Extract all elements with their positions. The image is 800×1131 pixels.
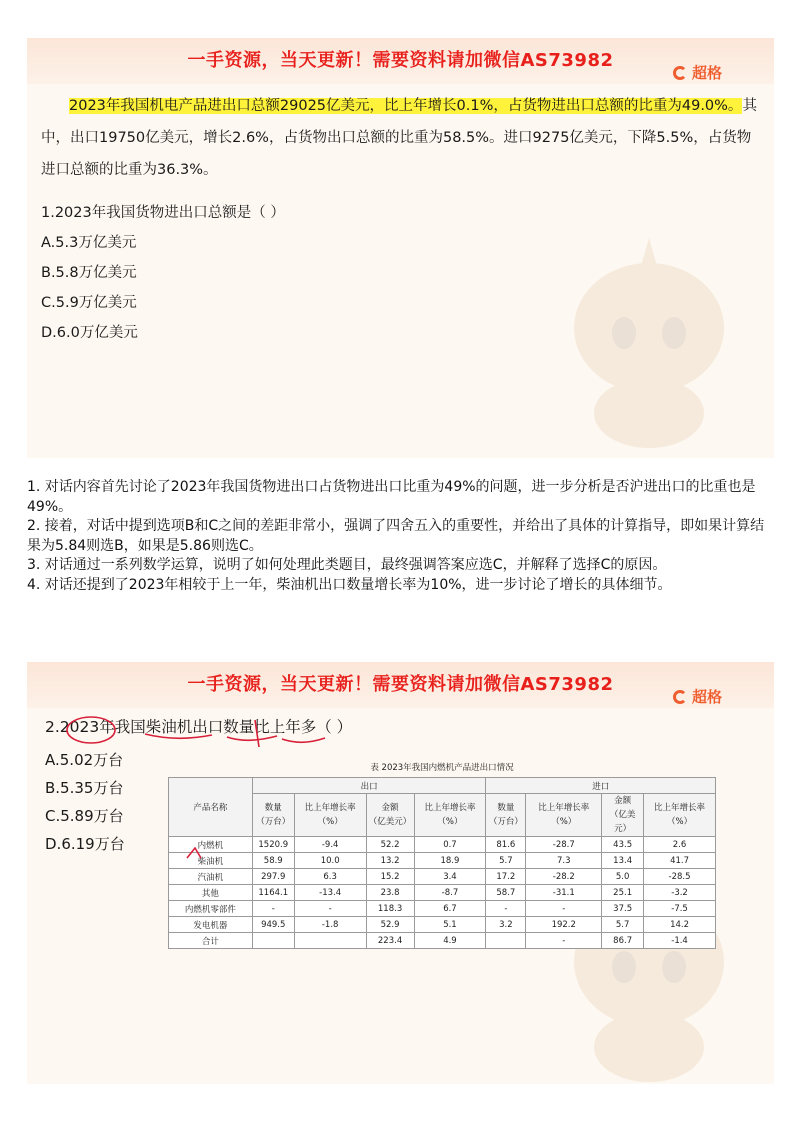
table-cell: 5.7 [486, 853, 526, 869]
table-cell: -13.4 [294, 885, 366, 901]
row-label: 内燃机零部件 [169, 901, 253, 917]
slide-1 [27, 38, 774, 458]
table-row [169, 933, 716, 949]
table-cell: 52.9 [366, 917, 414, 933]
table-cell: 58.7 [486, 885, 526, 901]
table-cell: 25.1 [602, 885, 644, 901]
summary-item: 3. 对话通过一系列数学运算，说明了如何处理此类题目，最终强调答案应选C，并解释了选择C的原因。 [27, 557, 667, 573]
table-cell: 0.7 [414, 837, 486, 853]
data-table-wrapper [168, 761, 716, 949]
question-1-stem: 1.2023年我国货物进出口总额是（ ） [41, 205, 285, 221]
table-cell: 37.5 [602, 901, 644, 917]
discussion-summary [27, 478, 775, 595]
table-row [169, 901, 716, 917]
table-cell: 1520.9 [252, 837, 294, 853]
table-row [169, 869, 716, 885]
col-sub-header: 比上年增长率 （%） [644, 794, 716, 837]
table-cell: 949.5 [252, 917, 294, 933]
table-cell: - [252, 901, 294, 917]
table-cell: - [526, 933, 602, 949]
question-2-options [45, 746, 125, 858]
col-sub-header: 金额 （亿美元） [366, 794, 414, 837]
table-cell: - [526, 901, 602, 917]
passage-highlight: 2023年我国机电产品进出口总额29025亿美元，比上年增长0.1%，占货物进出口总额的比重为49.0%。 [69, 98, 743, 114]
table-cell: -28.7 [526, 837, 602, 853]
table-cell: 86.7 [602, 933, 644, 949]
table-cell: -28.2 [526, 869, 602, 885]
table-cell: 118.3 [366, 901, 414, 917]
table-cell: 17.2 [486, 869, 526, 885]
table-cell: 5.1 [414, 917, 486, 933]
col-sub-header: 比上年增长率 （%） [526, 794, 602, 837]
table-cell [294, 933, 366, 949]
table-cell: 223.4 [366, 933, 414, 949]
promo-banner: 一手资源，当天更新！需要资料请加微信AS73982 [187, 50, 614, 71]
table-cell: 58.9 [252, 853, 294, 869]
table-cell: 43.5 [602, 837, 644, 853]
table-row [169, 837, 716, 853]
table-cell: 192.2 [526, 917, 602, 933]
col-sub-header: 金额 （亿美元） [602, 794, 644, 837]
brand-logo [673, 686, 722, 707]
option-a: A.5.3万亿美元 [41, 235, 137, 251]
col-sub-header: 数量 （万台） [486, 794, 526, 837]
passage [41, 90, 761, 186]
table-cell: 13.2 [366, 853, 414, 869]
table-cell: 7.3 [526, 853, 602, 869]
brand-logo [673, 62, 722, 83]
table-cell: -1.8 [294, 917, 366, 933]
slide-2 [27, 662, 774, 1084]
table-cell [486, 933, 526, 949]
table-cell: -1.4 [644, 933, 716, 949]
table-cell: 1164.1 [252, 885, 294, 901]
table-cell: 15.2 [366, 869, 414, 885]
option-d: D.6.19万台 [45, 835, 125, 853]
table-cell: 297.9 [252, 869, 294, 885]
table-row [169, 853, 716, 869]
table-caption: 表 2023年我国内燃机产品进出口情况 [370, 763, 514, 773]
table-cell: - [486, 901, 526, 917]
table-cell: 6.3 [294, 869, 366, 885]
table-cell: -8.7 [414, 885, 486, 901]
table-body [169, 837, 716, 949]
table-cell: 10.0 [294, 853, 366, 869]
logo-text: 超格 [691, 64, 722, 82]
table-row [169, 885, 716, 901]
table-cell: 14.2 [644, 917, 716, 933]
summary-item: 4. 对话还提到了2023年相较于上一年，柴油机出口数量增长率为10%，进一步讨论了增长的具体细节。 [27, 576, 672, 593]
table-cell [252, 933, 294, 949]
table-cell: 2.6 [644, 837, 716, 853]
passage-text: 其中，出口19750亿美元，增长2.6%，占货物出口总额的比重为58.5%。进口9275亿美元，下降5.5%，占货物进口总额的比重为36.3%。 [41, 98, 757, 178]
option-c: C.5.89万台 [45, 807, 124, 825]
table-cell: 81.6 [486, 837, 526, 853]
table-row [169, 917, 716, 933]
option-c: C.5.9万亿美元 [41, 295, 137, 311]
col-header-name: 产品名称 [169, 778, 253, 837]
table-cell: -3.2 [644, 885, 716, 901]
logo-icon [673, 690, 687, 704]
summary-item: 1. 对话内容首先讨论了2023年我国货物进出口占货物进出口比重为49%的问题，进一步分析是否沪进出口的比重也是49%。 [27, 479, 756, 515]
table-cell: 52.2 [366, 837, 414, 853]
promo-banner: 一手资源，当天更新！需要资料请加微信AS73982 [187, 674, 614, 695]
option-b: B.5.35万台 [45, 779, 124, 797]
table-cell: 13.4 [602, 853, 644, 869]
table-cell: -7.5 [644, 901, 716, 917]
logo-text: 超格 [691, 688, 722, 706]
col-group-export: 出口 [252, 778, 486, 794]
table-cell: 23.8 [366, 885, 414, 901]
col-group-import: 进口 [486, 778, 716, 794]
question-2-stem: 2.2023年我国柴油机出口数量比上年多（ ） [45, 718, 353, 736]
row-label: 发电机器 [169, 917, 253, 933]
table-cell: 3.4 [414, 869, 486, 885]
option-b: B.5.8万亿美元 [41, 265, 137, 281]
table-cell: 4.9 [414, 933, 486, 949]
col-sub-header: 比上年增长率 （%） [414, 794, 486, 837]
option-d: D.6.0万亿美元 [41, 325, 138, 341]
question-1 [41, 198, 285, 348]
row-label: 柴油机 [169, 853, 253, 869]
mascot-icon [554, 218, 744, 448]
col-sub-header: 数量 （万台） [252, 794, 294, 837]
row-label: 其他 [169, 885, 253, 901]
table-cell: 6.7 [414, 901, 486, 917]
table-cell: 5.0 [602, 869, 644, 885]
row-label: 汽油机 [169, 869, 253, 885]
engine-trade-table [168, 777, 716, 949]
logo-icon [673, 66, 687, 80]
option-a: A.5.02万台 [45, 751, 124, 769]
table-cell: -31.1 [526, 885, 602, 901]
table-cell: 5.7 [602, 917, 644, 933]
row-label: 内燃机 [169, 837, 253, 853]
table-cell: - [294, 901, 366, 917]
table-cell: 3.2 [486, 917, 526, 933]
table-cell: 41.7 [644, 853, 716, 869]
table-cell: 18.9 [414, 853, 486, 869]
table-cell: -28.5 [644, 869, 716, 885]
col-sub-header: 比上年增长率 （%） [294, 794, 366, 837]
row-label: 合计 [169, 933, 253, 949]
summary-item: 2. 接着，对话中提到选项B和C之间的差距非常小，强调了四舍五入的重要性，并给出了具体的计算指导，即如果计算结果为5.84则选B，如果是5.86则选C。 [27, 518, 765, 554]
table-cell: -9.4 [294, 837, 366, 853]
